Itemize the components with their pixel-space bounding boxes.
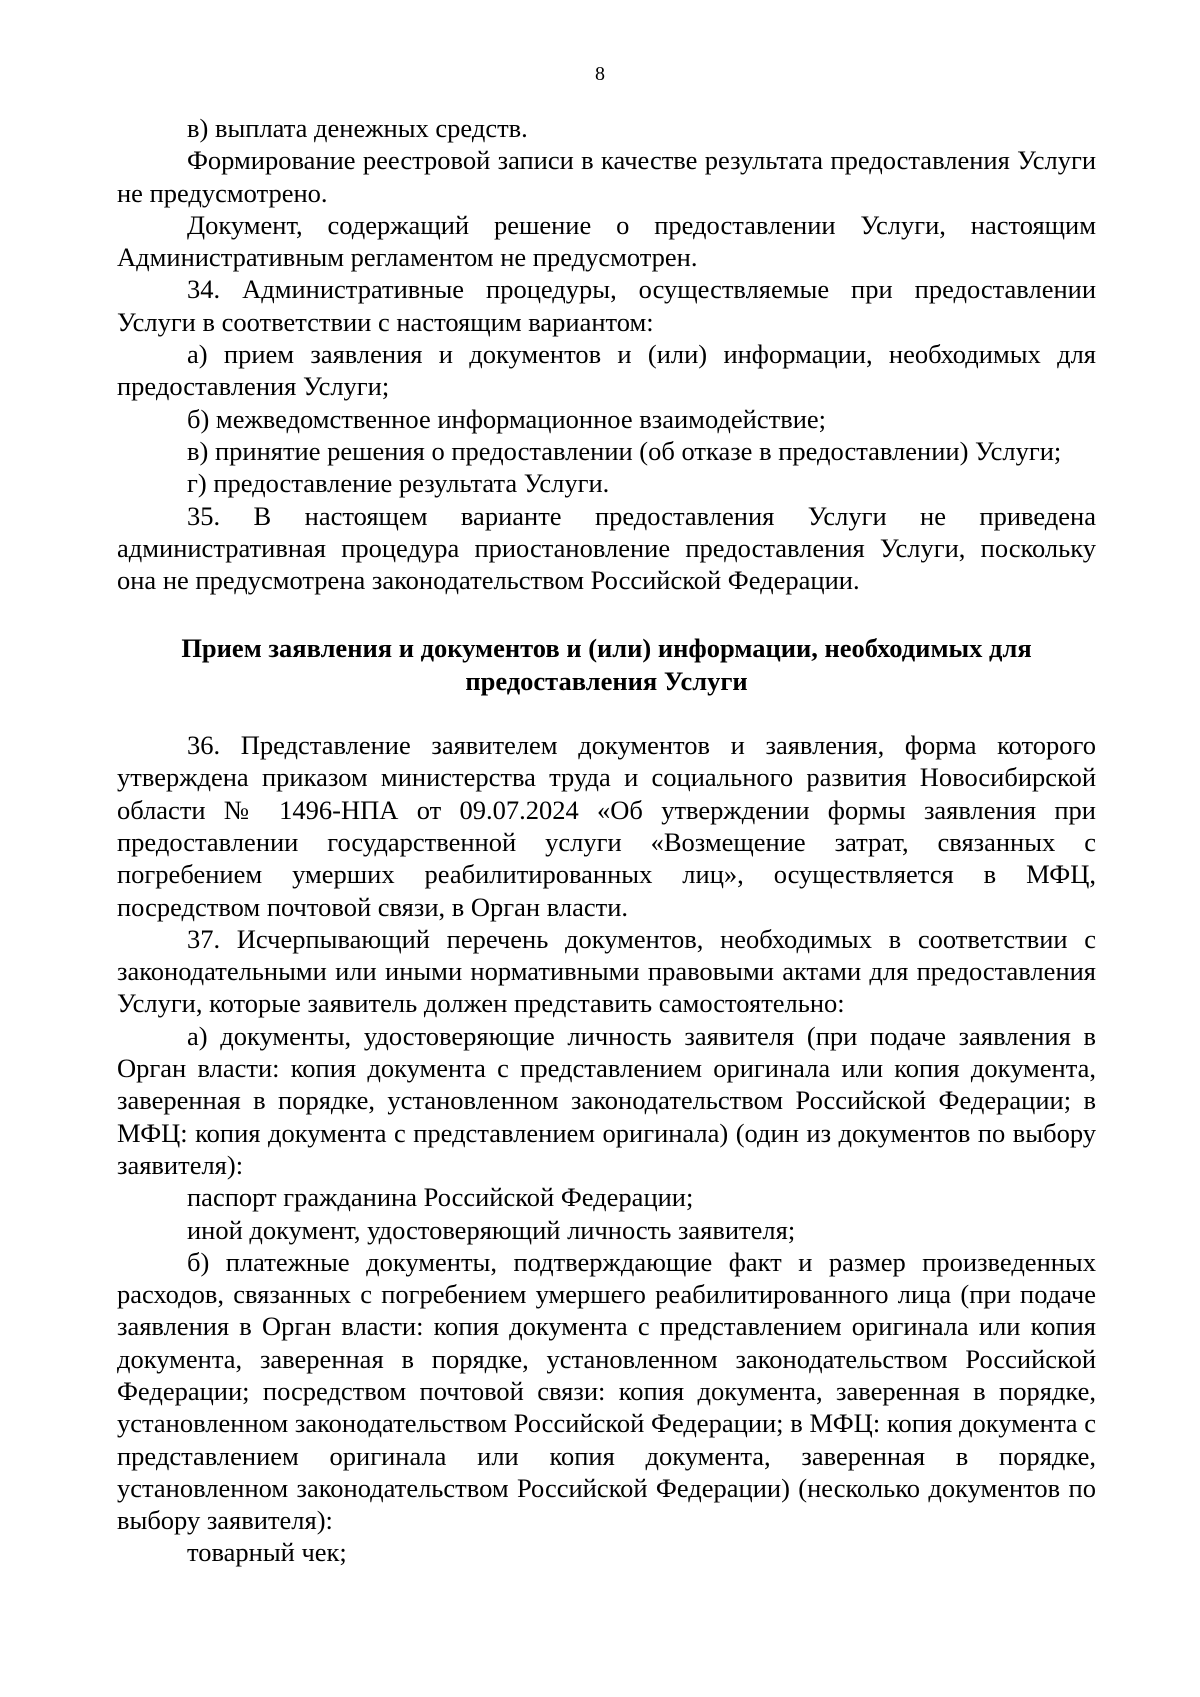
paragraph-34-v: в) принятие решения о предоставлении (об отказе в предоставлении) Услуги; bbox=[187, 435, 1062, 466]
paragraph-registry-record: Формирование реестровой записи в качестве результата предоставления Услуги не предусмотрено. bbox=[117, 145, 1096, 208]
document-body bbox=[117, 112, 1096, 1569]
section-heading bbox=[117, 632, 1096, 697]
paragraph-34-g: г) предоставление результата Услуги. bbox=[187, 468, 610, 499]
paragraph-37-a: а) документы, удостоверяющие личность заявителя (при подаче заявления в Орган власти: копия документа с представлением оригинала или копия документа, заверенная в порядке, установленном законодательством Российской Федерации; в МФЦ: копия документа с представлением оригинала) (один из документов по выбору заявителя): bbox=[117, 1020, 1096, 1180]
paragraph-36: 36. Представление заявителем документов и заявления, форма которого утверждена приказом министерства труда и социального развития Новосибирской области № 1496-НПА от 09.07.2024 «Об утверждении формы заявления при предоставлении государственной услуги «Возмещение затрат, связанных с погребением умерших реабилитированных лиц», осуществляется в МФЦ, посредством почтовой связи, в Орган власти. bbox=[117, 730, 1096, 922]
paragraph-sales-receipt: товарный чек; bbox=[187, 1537, 347, 1568]
section-heading-line-2: предоставления Услуги bbox=[465, 665, 748, 696]
paragraph-other-id: иной документ, удостоверяющий личность заявителя; bbox=[187, 1214, 796, 1245]
paragraph-34: 34. Административные процедуры, осуществляемые при предоставлении Услуги в соответствии с настоящим вариантом: bbox=[117, 274, 1096, 337]
paragraph-37-b: б) платежные документы, подтверждающие факт и размер произведенных расходов, связанных с погребением умершего реабилитированного лица (при подаче заявления в Орган власти: копия документа с представлением оригинала или копия документа, заверенная в порядке, установленном законодательством Российской Федерации; посредством почтовой связи: копия документа, заверенная в порядке, установленном законодательством Российской Федерации; в МФЦ: копия документа с представлением оригинала или копия документа, заверенная в порядке, установленном законодательством Российской Федерации) (несколько документов по выбору заявителя): bbox=[117, 1246, 1096, 1536]
paragraph-34-b: б) межведомственное информационное взаимодействие; bbox=[187, 403, 827, 434]
section-heading-line-1: Прием заявления и документов и (или) информации, необходимых для bbox=[181, 633, 1032, 664]
paragraph-passport: паспорт гражданина Российской Федерации; bbox=[187, 1182, 694, 1213]
page-number: 8 bbox=[595, 63, 605, 85]
paragraph-35: 35. В настоящем варианте предоставления Услуги не приведена административная процедура приостановление предоставления Услуги, поскольку она не предусмотрена законодательством Российской Федерации. bbox=[117, 500, 1096, 596]
paragraph-item-v-payment: в) выплата денежных средств. bbox=[187, 113, 528, 143]
paragraph-decision-document: Документ, содержащий решение о предоставлении Услуги, настоящим Административным регламентом не предусмотрен. bbox=[117, 209, 1096, 273]
paragraph-34-a: а) прием заявления и документов и (или) информации, необходимых для предоставления Услуги; bbox=[117, 339, 1096, 402]
paragraph-37: 37. Исчерпывающий перечень документов, необходимых в соответствии с законодательными или иными нормативными правовыми актами для предоставления Услуги, которые заявитель должен представить самостоятельно: bbox=[117, 923, 1096, 1019]
